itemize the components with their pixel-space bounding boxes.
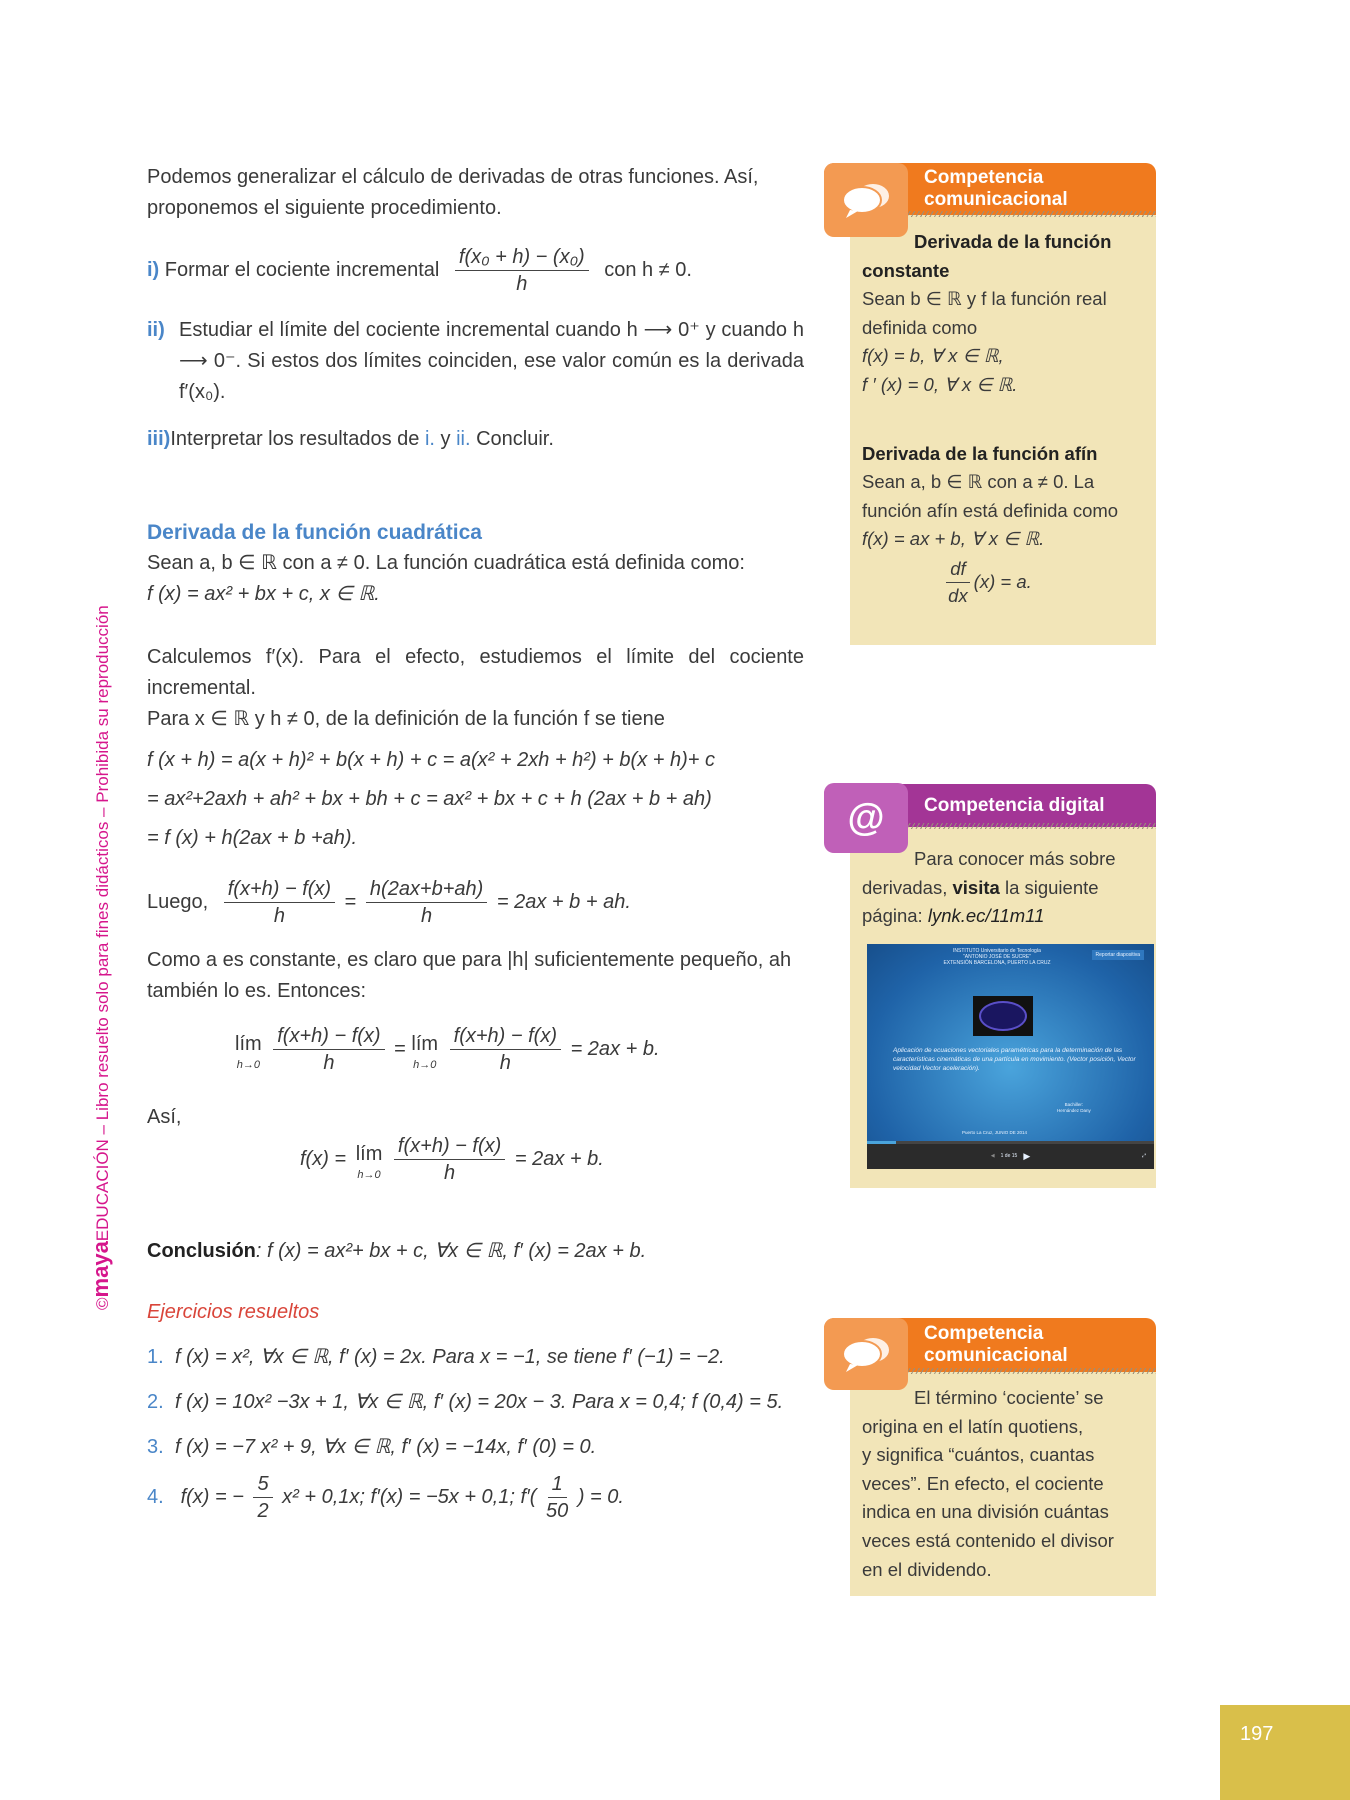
text-line: f(x) = ax + b, ∀ x ∈ ℝ.: [862, 528, 1045, 550]
speech-bubbles-icon: [824, 163, 908, 237]
lim: lím: [411, 1032, 439, 1055]
equation-line: = ax²+2axh + ah² + bx + bh + c = ax² + bx + c + h (2ax + b + ah): [147, 788, 712, 810]
equation-line: f (x + h) = a(x + h)² + b(x + h) + c = a(x² + 2xh + h²) + b(x + h)+ c: [147, 749, 716, 771]
paragraph: Así,: [147, 1106, 182, 1128]
step-ref: i.: [424, 428, 435, 450]
exercise-text: f(x) = −: [180, 1485, 244, 1508]
lim-sub: h→0: [413, 1058, 437, 1071]
exercises-heading: Ejercicios resueltos: [147, 1301, 320, 1323]
text: Bachiller:: [1064, 1101, 1084, 1107]
limit-operator: [411, 1029, 438, 1071]
derivative-formula: [822, 556, 1152, 609]
result: = 2ax + b.: [514, 1147, 604, 1170]
step-i: [147, 244, 804, 297]
box-title: Competencia comunicacional: [924, 167, 1068, 210]
report-slide-button[interactable]: Reportar diapositiva: [1092, 950, 1144, 960]
equals: =: [394, 1037, 406, 1060]
notice-text: EDUCACIÓN – Libro resuelto solo para fines didácticos – Prohibida su reproducción: [93, 605, 112, 1242]
step-ref: ii.: [456, 428, 471, 450]
exercise-number: 2.: [147, 1391, 164, 1413]
exercise-text: f (x) = 10x² −3x + 1, ∀x ∈ ℝ, f′ (x) = 20x − 3. Para x = 0,4; f (0,4) = 5.: [175, 1391, 784, 1413]
numerator: f(x+h) − f(x): [450, 1023, 561, 1050]
slide-counter: 1 de 15: [1000, 1153, 1018, 1160]
lhs: f(x) =: [300, 1147, 347, 1170]
box-content: [862, 845, 1152, 1169]
text: EXTENSIÓN BARCELONA, PUERTO LA CRUZ: [943, 959, 1051, 966]
denominator: 50: [546, 1500, 569, 1522]
numerator: 5: [253, 1471, 272, 1498]
text: “ANTONIO JOSÉ DE SUCRE”: [963, 953, 1031, 960]
denominator: h: [421, 905, 433, 927]
fraction: [366, 876, 487, 929]
limit-operator: [235, 1029, 262, 1071]
fraction: [394, 1133, 505, 1186]
denominator: dx: [948, 584, 968, 606]
copyright-symbol: ©: [93, 1297, 112, 1310]
equation-line: = f (x) + h(2ax + b +ah).: [147, 827, 358, 849]
paragraph: Sean a, b ∈ ℝ con a ≠ 0. La función cuadrática está definida como:: [147, 552, 745, 574]
step-text: Concluir.: [470, 428, 554, 450]
final-equation: [147, 1133, 804, 1186]
step-text: Estudiar el límite del cociente incremental cuando h ⟶ 0⁺ y cuando h ⟶ 0⁻. Si estos dos límites coinciden, ese valor común es la derivada f′(x₀).: [179, 319, 804, 403]
denominator: h: [444, 1162, 456, 1184]
fraction: [946, 556, 969, 609]
step-text: Formar el cociente incremental: [164, 258, 440, 281]
previous-icon[interactable]: ◀: [990, 1153, 995, 1160]
numerator: f(x+h) − f(x): [394, 1133, 505, 1160]
step-text: Interpretar los resultados de: [170, 428, 425, 450]
main-column: [147, 162, 804, 1524]
box-title: Competencia comunicacional: [924, 1323, 1068, 1366]
limit-equation: [147, 1023, 804, 1076]
exercise-number: 1.: [147, 1346, 164, 1368]
limit-operator: [356, 1139, 383, 1181]
maya-logo: maya: [88, 1241, 113, 1298]
text-line: función afín está definida como: [862, 499, 1119, 521]
hatch-divider: [905, 211, 1156, 217]
text-line: veces está contenido el divisor: [862, 1529, 1114, 1551]
fraction: [224, 876, 335, 929]
text-line: veces”. En efecto, el cociente: [862, 1472, 1104, 1494]
text-line: origina en el latín quotiens,: [862, 1415, 1084, 1437]
slide-author: [1057, 1102, 1091, 1114]
result: (x) = a.: [973, 571, 1032, 593]
conclusion-label: Conclusión: [147, 1240, 256, 1262]
text-line: Sean b ∈ ℝ y f la función real: [862, 288, 1107, 310]
equals: =: [344, 890, 357, 913]
box-content: [862, 228, 1152, 609]
hatch-divider: [905, 823, 1156, 829]
lim: lím: [235, 1032, 262, 1055]
numerator: 1: [548, 1471, 567, 1498]
label: Luego,: [147, 890, 209, 913]
equation: f (x) = ax² + bx + c, x ∈ ℝ.: [147, 583, 380, 605]
slide-title: Aplicación de ecuaciones vectoriales paramétricas para la determinación de las características cinemáticas de una partícula en movimiento. (Vector posición, Vector velocidad Vector aceleración).: [893, 1046, 1136, 1072]
page-number: 197: [1220, 1705, 1350, 1800]
exercise-number: 4.: [147, 1485, 164, 1508]
player-controls: [867, 1144, 1154, 1169]
fraction: [546, 1471, 568, 1524]
step-number: iii): [147, 428, 171, 450]
fraction: [253, 1471, 272, 1524]
box-content: [862, 1384, 1152, 1584]
fraction: [273, 1023, 384, 1076]
exercise-number: 3.: [147, 1436, 164, 1458]
conclusion: [147, 1236, 804, 1267]
conclusion-text: : f (x) = ax²+ bx + c, ∀x ∈ ℝ, f′ (x) = 2ax + b.: [255, 1240, 647, 1262]
text: Hernández Dany: [1057, 1107, 1091, 1113]
institution-logo: [973, 996, 1033, 1036]
exercise-text: f (x) = −7 x² + 9, ∀x ∈ ℝ, f′ (x) = −14x, f′ (0) = 0.: [175, 1436, 597, 1458]
exercise-text: f (x) = x², ∀x ∈ ℝ, f′ (x) = 2x. Para x = −1, se tiene f′ (−1) = −2.: [175, 1346, 725, 1368]
video-thumbnail[interactable]: [867, 944, 1154, 1169]
speech-bubbles-icon: [824, 1318, 908, 1390]
step-suffix: con h ≠ 0.: [604, 258, 692, 281]
slide-header: [937, 948, 1057, 966]
step-text: y: [434, 428, 457, 450]
box-subheading: Derivada de la función constante: [862, 231, 1112, 281]
lim-sub: h→0: [357, 1168, 381, 1181]
numerator: df: [946, 556, 969, 583]
text-line: f ′ (x) = 0, ∀ x ∈ ℝ.: [862, 373, 1018, 395]
text-line: Sean a, b ∈ ℝ con a ≠ 0. La: [862, 471, 1095, 493]
exercise-text: ) = 0.: [577, 1485, 624, 1508]
incremental-quotient: [455, 244, 589, 297]
denominator: h: [323, 1052, 335, 1074]
paragraph: Calculemos f′(x). Para el efecto, estudiemos el límite del cociente incremental.: [147, 646, 804, 699]
link[interactable]: lynk.ec/11m11: [927, 905, 1045, 927]
exercise-item: [147, 1432, 804, 1463]
result: = 2ax + b + ah.: [496, 890, 631, 913]
text-line: [862, 902, 1152, 931]
numerator: f(x₀ + h) − (x₀): [455, 244, 589, 271]
at-sign-icon: @: [824, 783, 908, 853]
fullscreen-icon[interactable]: ⤢: [1141, 1153, 1146, 1160]
exercise-item: [147, 1342, 804, 1373]
box-title: Competencia digital: [924, 794, 1105, 816]
text: la siguiente: [999, 876, 1099, 898]
text-line: indica en una división cuántas: [862, 1501, 1109, 1523]
vertical-copyright-notice: [88, 480, 114, 1310]
denominator: h: [499, 1052, 511, 1074]
bold-text: visita: [952, 876, 1000, 898]
text-line: definida como: [862, 316, 978, 338]
step-number: ii): [147, 319, 165, 341]
result: = 2ax + b.: [570, 1037, 660, 1060]
text-line: [862, 874, 1152, 903]
paragraph: Como a es constante, es claro que para |h| suficientemente pequeño, ah también lo es. Entonces:: [147, 949, 792, 1002]
text-line: Para conocer más sobre: [914, 848, 1116, 869]
text-line: f(x) = b, ∀ x ∈ ℝ,: [862, 345, 1004, 367]
exercise-text: x² + 0,1x; f′(x) = −5x + 0,1; f′(: [282, 1485, 537, 1508]
lim-sub: h→0: [236, 1058, 260, 1071]
intro-paragraph: Podemos generalizar el cálculo de derivadas de otras funciones. Así, proponemos el siguiente procedimiento.: [147, 166, 759, 219]
denominator: h: [516, 273, 528, 295]
box-subheading: Derivada de la función afín: [862, 442, 1098, 464]
text-line: y significa “cuántos, cuantas: [862, 1444, 1095, 1466]
exercise-item: [147, 1471, 804, 1524]
exercise-item: [147, 1387, 804, 1418]
text: derivadas,: [862, 876, 953, 898]
hatch-divider: [905, 1368, 1156, 1374]
numerator: f(x+h) − f(x): [273, 1023, 384, 1050]
slide-footer: Puerto La Cruz, JUNIO DE 2014: [962, 1129, 1028, 1135]
fraction: [450, 1023, 561, 1076]
text-line: en el dividendo.: [862, 1558, 992, 1580]
numerator: f(x+h) − f(x): [224, 876, 335, 903]
numerator: h(2ax+b+ah): [366, 876, 487, 903]
section-heading: Derivada de la función cuadrática: [147, 521, 482, 544]
text: INSTITUTO Universitario de Tecnología: [953, 947, 1041, 954]
text: página:: [862, 905, 928, 927]
play-icon[interactable]: ▶: [1023, 1150, 1031, 1161]
denominator: h: [273, 905, 285, 927]
step-number: i): [147, 258, 160, 281]
lim: lím: [355, 1142, 383, 1165]
paragraph: Para x ∈ ℝ y h ≠ 0, de la definición de la función f se tiene: [147, 708, 665, 730]
step-iii: [147, 424, 804, 455]
denominator: 2: [257, 1500, 269, 1522]
luego-equation: [147, 876, 804, 929]
text-line: El término ‘cociente’ se: [914, 1387, 1104, 1408]
step-ii: [147, 315, 804, 408]
